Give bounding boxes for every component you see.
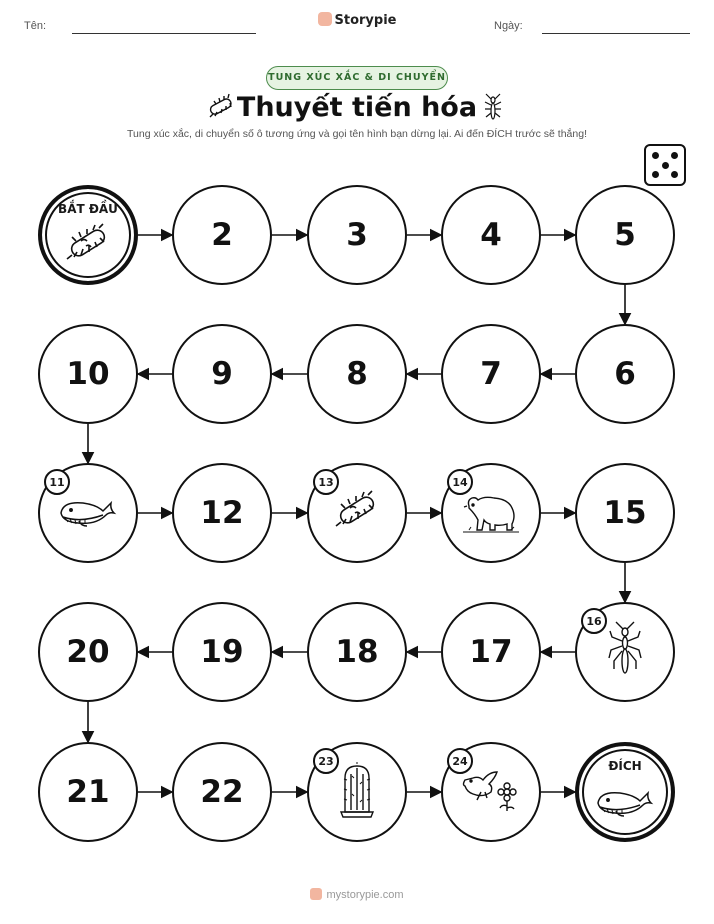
footer-url: mystorypie.com [326,889,404,901]
whale-icon [57,491,119,535]
space-number: 18 [335,634,379,670]
insect-title-icon [482,92,504,124]
board-space-2 [172,185,272,285]
whale-icon [594,781,656,825]
finish-label: ĐÍCH [608,759,642,773]
board-space-21 [38,742,138,842]
board-space-15 [575,463,675,563]
space-number: 12 [200,495,244,531]
page-title: Thuyết tiến hóa [236,92,478,123]
activity-badge: TUNG XÚC XẮC & DI CHUYỂN [266,66,448,90]
space-number: 3 [346,217,368,253]
space-number: 4 [480,217,502,253]
space-number: 22 [200,774,244,810]
start-space [38,185,138,285]
storypie-logo-icon [318,12,332,26]
board-space-8 [307,324,407,424]
board-space-18 [307,602,407,702]
insect-icon [607,621,643,683]
dice-icon [644,144,686,186]
board-space-22 [172,742,272,842]
board-space-7 [441,324,541,424]
cactus-icon [337,762,377,822]
bacteria-icon [327,486,387,540]
name-label: Tên: [24,20,47,32]
board-space-3 [307,185,407,285]
board-space-12 [172,463,272,563]
space-number: 11 [44,469,70,495]
space-number: 10 [66,356,110,392]
board-space-17 [441,602,541,702]
board-space-4 [441,185,541,285]
space-number: 16 [581,608,607,634]
space-number: 7 [480,356,502,392]
space-number: 24 [447,748,473,774]
board-space-10 [38,324,138,424]
space-number: 14 [447,469,473,495]
footer [0,888,714,901]
finish-space [575,742,675,842]
brand-logo [0,12,714,28]
bear-icon [461,488,521,538]
start-label: BẮT ĐẦU [58,202,118,216]
space-number: 15 [603,495,647,531]
name-field[interactable] [72,33,256,34]
space-number: 2 [211,217,233,253]
space-number: 17 [469,634,513,670]
date-label: Ngày: [494,20,523,32]
space-number: 21 [66,774,110,810]
storypie-logo-icon [310,888,322,900]
space-number: 20 [66,634,110,670]
brand-name: Storypie [334,13,397,28]
date-field[interactable] [542,33,690,34]
board-space-19 [172,602,272,702]
space-number: 13 [313,469,339,495]
instructions: Tung xúc xắc, di chuyển số ô tương ứng và gọi tên hình bạn dừng lại. Ai đến ĐÍCH trước sẽ thắng! [126,128,587,140]
space-number: 23 [313,748,339,774]
space-number: 5 [614,217,636,253]
bird-flower-icon [459,768,523,816]
space-number: 8 [346,356,368,392]
space-number: 19 [200,634,244,670]
space-number: 6 [614,356,636,392]
board-space-6 [575,324,675,424]
board-space-5 [575,185,675,285]
board-space-20 [38,602,138,702]
space-number: 9 [211,356,233,392]
board-space-9 [172,324,272,424]
bacteria-icon [58,219,118,273]
